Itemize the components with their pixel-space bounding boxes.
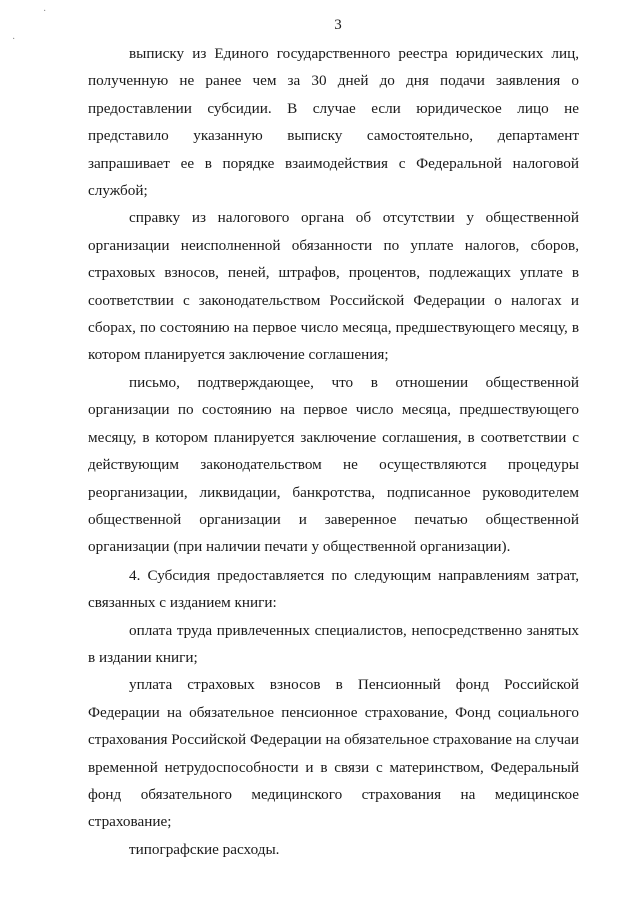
paragraph-confirmation-letter: письмо, подтверждающее, что в отношении общественной организации по состоянию на первое число месяца, предшествующего месяцу, в котором планируется заключение соглашения, в соответствии с действующим законодательством не осуществляются процедуры реорганизации, ликвидации, банкротства, подписанное руководителем общественной организации и заверенное печатью общественной организации (при наличии печати у общественной организации). [88,373,579,556]
page-number: 3 [334,17,342,33]
paragraph-printing-costs: типографские расходы. [129,840,280,858]
paragraph-section-4: 4. Субсидия предоставляется по следующим направлениям затрат, связанных с изданием книги: [88,566,579,612]
paragraph-insurance-contributions: уплата страховых взносов в Пенсионный фонд Российской Федерации на обязательное пенсионное страхование, Фонд социального страхования Российской Федерации на обязательное страхование на случаи временной нетрудоспособности и в связи с материнством, Федеральный фонд обязательного медицинского страхования на медицинское страхование; [88,676,579,831]
document-body [88,40,579,863]
paragraph-extract-registry: выписку из Единого государственного реестра юридических лиц, полученную не ранее чем за 30 дней до дня подачи заявления о предоставлении субсидии. В случае если юридическое лицо не представило указанную выписку самостоятельно, департамент запрашивает ее в порядке взаимодействия с Федеральной налоговой службой; [88,45,579,200]
paragraph-labor-payment: оплата труда привлеченных специалистов, непосредственно занятых в издании книги; [88,621,579,666]
scan-artifact: · [43,6,47,17]
scan-artifact: · [12,34,16,45]
paragraph-tax-certificate: справку из налогового органа об отсутствии у общественной организации неисполненной обязанности по уплате налогов, сборов, страховых взносов, пеней, штрафов, процентов, подлежащих уплате в соответствии с законодательством Российской Федерации о налогах и сборах, по состоянию на первое число месяца, предшествующего месяцу, в котором планируется заключение соглашения; [88,209,579,364]
